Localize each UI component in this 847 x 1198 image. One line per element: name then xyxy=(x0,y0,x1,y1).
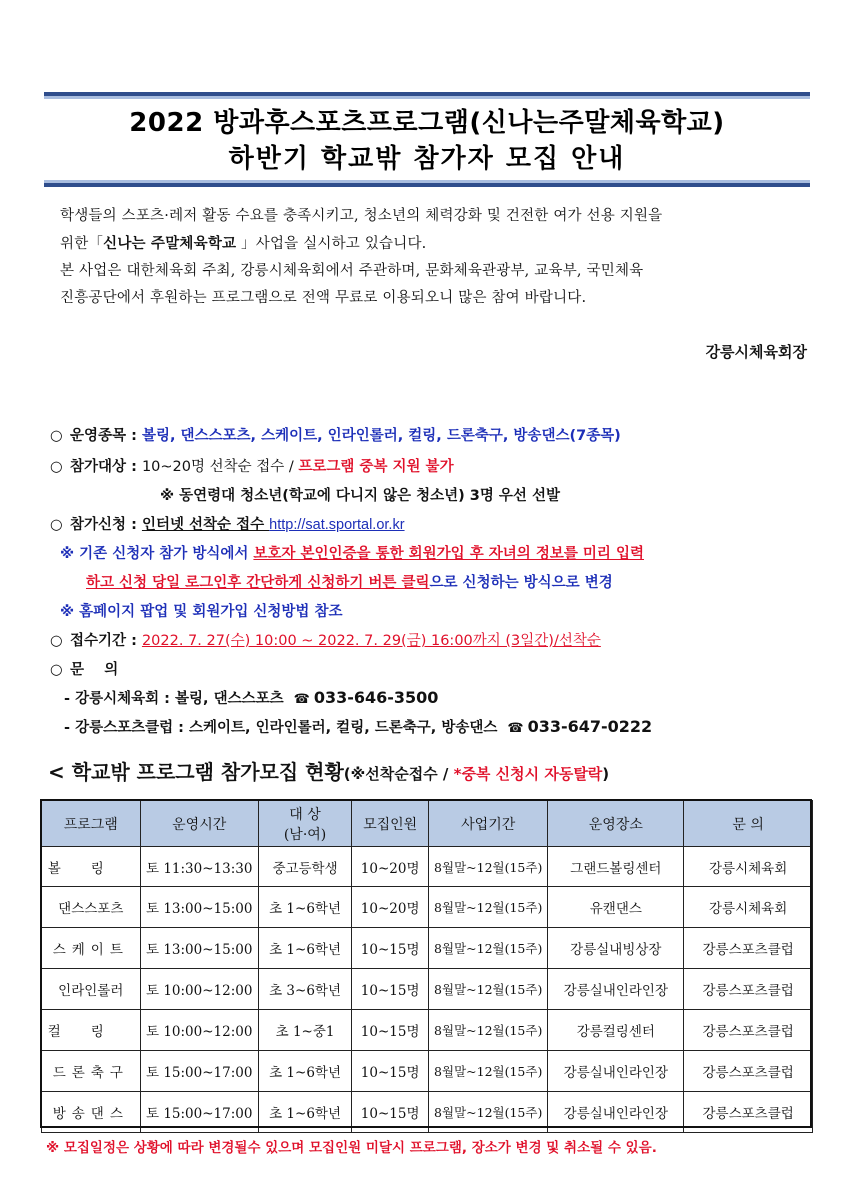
title-rule xyxy=(44,183,810,187)
intro-line: 본 사업은 대한체육회 주최, 강릉시체육회에서 주관하며, 문화체육관광부, 교육부, 국민체육 xyxy=(60,263,644,279)
table-cell: 토 13:00~15:00 xyxy=(140,887,258,928)
header-time: 운영시간 xyxy=(140,801,258,847)
table-cell: 토 10:00~12:00 xyxy=(140,969,258,1010)
table-cell: 10~15명 xyxy=(352,969,429,1010)
info-label: 참가대상 : xyxy=(70,459,142,475)
target-value: 10~20명 선착순 접수 / xyxy=(141,459,299,475)
table-cell: 강릉스포츠클럽 xyxy=(684,969,813,1010)
change-highlight: 보호자 본인인증을 통한 회원가입 후 자녀의 정보를 미리 입력 xyxy=(253,546,644,562)
table-cell: 강릉컬링센터 xyxy=(548,1010,684,1051)
table-cell: 8월말~12월(15주) xyxy=(429,887,548,928)
table-cell: 8월말~12월(15주) xyxy=(429,847,548,887)
change-highlight: 하고 신청 당일 로그인후 간단하게 신청하기 버튼 클릭 xyxy=(86,575,430,591)
table-cell: 강릉스포츠클럽 xyxy=(684,1092,813,1133)
table-cell: 10~15명 xyxy=(352,1051,429,1092)
table-cell: 8월말~12월(15주) xyxy=(429,1051,548,1092)
table-cell: 볼링 xyxy=(42,847,141,887)
info-target xyxy=(50,455,840,476)
info-label: 접수기간 : xyxy=(70,633,142,649)
table-cell: 10~20명 xyxy=(352,887,429,928)
table-cell: 유캔댄스 xyxy=(548,887,684,928)
table-cell: 10~20명 xyxy=(352,847,429,887)
contact-label: - 강릉시체육회 : 볼링, 댄스스포츠 xyxy=(64,691,284,707)
bullet-circle-icon: ○ xyxy=(50,517,63,533)
table-cell: 강릉실내인라인장 xyxy=(548,969,684,1010)
table-cell: 토 15:00~17:00 xyxy=(140,1051,258,1092)
table-cell: 강릉스포츠클럽 xyxy=(684,928,813,969)
table-cell: 강릉시체육회 xyxy=(684,887,813,928)
table-row xyxy=(42,928,813,969)
apply-method: 인터넷 선착순 접수 xyxy=(141,517,270,533)
page-title: 2022 방과후스포츠프로그램(신나는주말체육학교) xyxy=(129,108,725,138)
table-cell: 토 11:30~13:30 xyxy=(140,847,258,887)
table-cell: 컬링 xyxy=(42,1010,141,1051)
table-row xyxy=(42,1092,813,1133)
info-target-note: ※ 동연령대 청소년(학교에 다니지 않은 청소년) 3명 우선 선발 xyxy=(160,488,560,504)
info-apply xyxy=(50,513,840,534)
table-cell: 초 1~6학년 xyxy=(258,887,351,928)
table-cell: 10~15명 xyxy=(352,1092,429,1133)
table-cell: 방송댄스 xyxy=(42,1092,141,1133)
table-cell: 토 13:00~15:00 xyxy=(140,928,258,969)
intro-text xyxy=(60,203,812,312)
table-cell: 10~15명 xyxy=(352,928,429,969)
contact-phone: 033-647-0222 xyxy=(527,717,653,736)
table-cell: 초 1~6학년 xyxy=(258,1092,351,1133)
contact-label: - 강릉스포츠클럽 : 스케이트, 인라인롤러, 컬링, 드론축구, 방송댄스 xyxy=(64,720,498,736)
section-heading: < 학교밖 프로그램 참가모집 현황 xyxy=(48,760,344,784)
info-homepage-note: ※ 홈페이지 팝업 및 회원가입 신청방법 참조 xyxy=(60,604,343,620)
header-target xyxy=(258,801,351,847)
info-change-line2 xyxy=(86,571,847,592)
title-box xyxy=(44,92,810,188)
table-cell: 스케이트 xyxy=(42,928,141,969)
apply-link[interactable]: http://sat.sportal.or.kr xyxy=(269,517,405,533)
table-cell: 강릉스포츠클럽 xyxy=(684,1051,813,1092)
table-cell: 강릉시체육회 xyxy=(684,847,813,887)
change-text: ※ 기존 신청자 참가 방식에서 xyxy=(60,546,254,562)
bullet-circle-icon: ○ xyxy=(50,633,63,649)
table-cell: 강릉실내빙상장 xyxy=(548,928,684,969)
table-cell: 초 1~중1 xyxy=(258,1010,351,1051)
title-rule xyxy=(44,96,810,99)
signer: 강릉시체육회장 xyxy=(705,343,807,361)
page-subtitle: 하반기 학교밖 참가자 모집 안내 xyxy=(228,144,626,174)
table-row xyxy=(42,847,813,887)
table-cell: 10~15명 xyxy=(352,1010,429,1051)
table-cell: 8월말~12월(15주) xyxy=(429,928,548,969)
header-capacity: 모집인원 xyxy=(352,801,429,847)
table-cell: 인라인롤러 xyxy=(42,969,141,1010)
table-cell: 그랜드볼링센터 xyxy=(548,847,684,887)
section-note: ) xyxy=(602,765,610,783)
table-row xyxy=(42,969,813,1010)
bullet-circle-icon: ○ xyxy=(50,428,63,444)
bullet-circle-icon: ○ xyxy=(50,662,63,678)
intro-text-fragment: 」사업을 실시하고 있습니다. xyxy=(236,236,427,252)
program-table xyxy=(41,800,813,1133)
table-cell: 댄스스포츠 xyxy=(42,887,141,928)
table-cell: 강릉실내인라인장 xyxy=(548,1092,684,1133)
section-note: (※선착순접수 / xyxy=(343,765,454,783)
phone-icon: ☎ xyxy=(507,721,524,736)
table-cell: 토 15:00~17:00 xyxy=(140,1092,258,1133)
header-program: 프로그램 xyxy=(42,801,141,847)
info-contact xyxy=(50,658,840,679)
table-row xyxy=(42,1051,813,1092)
table-cell: 드론축구 xyxy=(42,1051,141,1092)
table-cell: 초 3~6학년 xyxy=(258,969,351,1010)
table-header-row xyxy=(42,801,813,847)
info-period xyxy=(50,629,840,650)
table-cell: 8월말~12월(15주) xyxy=(429,1092,548,1133)
period-value: 2022. 7. 27(수) 10:00 ~ 2022. 7. 29(금) 16:00까지 (3일간)/선착순 xyxy=(141,633,601,649)
change-text: 으로 신청하는 방식으로 변경 xyxy=(429,575,613,591)
phone-icon: ☎ xyxy=(293,692,310,707)
info-label: 문 의 xyxy=(70,662,119,678)
header-period: 사업기간 xyxy=(429,801,548,847)
intro-line xyxy=(60,230,812,258)
intro-line: 진흥공단에서 후원하는 프로그램으로 전액 무료로 이용되오니 많은 참여 바랍니다. xyxy=(60,290,587,306)
table-cell: 중고등학생 xyxy=(258,847,351,887)
header-contact: 문 의 xyxy=(684,801,813,847)
header-target-line: 대 상 xyxy=(289,806,321,823)
table-cell: 8월말~12월(15주) xyxy=(429,1010,548,1051)
header-target-gender: (남·여) xyxy=(283,826,327,843)
sports-list: 볼링, 댄스스포츠, 스케이트, 인라인롤러, 컬링, 드론축구, 방송댄스(7종목) xyxy=(141,428,621,444)
table-cell: 초 1~6학년 xyxy=(258,928,351,969)
info-sports xyxy=(50,424,840,445)
table-cell: 토 10:00~12:00 xyxy=(140,1010,258,1051)
header-venue: 운영장소 xyxy=(548,801,684,847)
info-label: 참가신청 : xyxy=(70,517,142,533)
bullet-circle-icon: ○ xyxy=(50,459,63,475)
table-cell: 초 1~6학년 xyxy=(258,1051,351,1092)
info-label: 운영종목 : xyxy=(70,428,142,444)
intro-line: 학생들의 스포츠·레저 활동 수요를 충족시키고, 청소년의 체력강화 및 건전한 여가 선용 지원을 xyxy=(60,208,663,224)
target-restriction: 프로그램 중복 지원 불가 xyxy=(298,459,454,475)
table-cell: 8월말~12월(15주) xyxy=(429,969,548,1010)
info-change-line1 xyxy=(60,542,847,563)
footer-notice: ※ 모집일정은 상황에 따라 변경될수 있으며 모집인원 미달시 프로그램, 장소가 변경 및 취소될 수 있음. xyxy=(46,1140,657,1156)
contact-phone: 033-646-3500 xyxy=(313,688,439,707)
contact-row-2 xyxy=(64,716,847,737)
table-cell: 강릉스포츠클럽 xyxy=(684,1010,813,1051)
table-row xyxy=(42,887,813,928)
intro-text-fragment: 위한「 xyxy=(60,236,104,252)
table-cell: 강릉실내인라인장 xyxy=(548,1051,684,1092)
table-row xyxy=(42,1010,813,1051)
program-name: 신나는 주말체육학교 xyxy=(103,235,237,252)
contact-row-1 xyxy=(64,687,847,708)
section-note-warning: *중복 신청시 자동탈락 xyxy=(453,765,603,783)
section-title xyxy=(48,756,609,785)
